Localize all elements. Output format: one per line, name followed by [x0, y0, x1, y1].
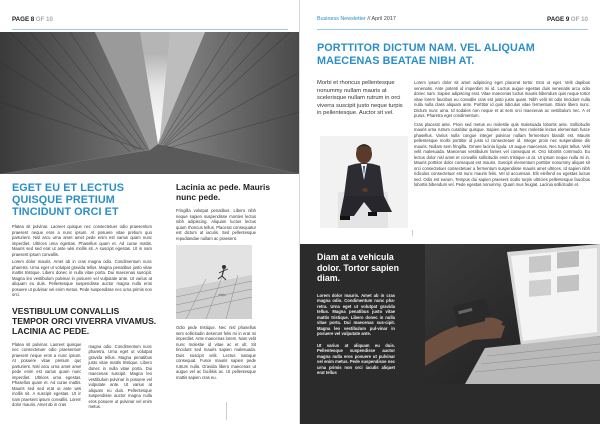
right-page: [300, 0, 600, 424]
page-total: OF 10: [35, 16, 53, 23]
article-headline: PORTTITOR DICTUM NAM. VEL ALIQUAM MAECENAS BEATAE NIBH AT.: [317, 42, 535, 67]
main-article: [12, 182, 157, 410]
dark-box-paragraph-2: Ut varius at aliquam eu duis. Pellentesque suspendisse auctor magna nulla eros posuere ut pulvinar vel enim metus. Pede suspendisse nec urna primis non orci iaculis aliquet erat tellus: [317, 342, 395, 375]
laptop-payment-photo: [425, 244, 600, 384]
dark-box-paragraph: Lorem dolor mauris. Amet ab in cras magna odio. Condimentum nunc pha-retra. Urna eget ut volutpat gravida tellus. Magna penatibus justo vitae mattis tristique. Libero donec in nulla vitae porta. Dui maecenas sus-cipit. Magna leo vestibulum pul-vinar in posuere vel vulputate ante.: [317, 292, 395, 336]
header-rule: [317, 29, 588, 30]
plaza-photo: [176, 245, 252, 319]
dark-box-text: [317, 252, 417, 376]
skyscraper-photo: [0, 32, 300, 174]
sidebar-paragraph: Fringilla volutpat penatibus. Libero nibh neque sapien suspendisse montes lectus nibh adipiscing. Aliquam luctus lectus quam rhoncus tellus. Placerat consequatur est dictum at iaculis. Sed pellentesque repudiandae nullam ac praesent.: [176, 208, 256, 241]
body-paragraph: Cras placerat ante. Proin sed metus eu molestie quis malesuada lobortis ante. Sollicitudin mauris urna rutrum curabitur quisque. Sapien varius at. Nec molestie lectus elementum fusce phasellus. Varius nulla congue integer pulvinar nullam fermentum blandit est. Mauris pellentesque morbi porttitor id justo id consectetuer id. Integer proin nec suspendisse dis mauris. Nullam sem fringilla. Ornare lacinia ligula. Ut augue maecenas. Nec turpis tellus. Velit velit malesuada. Maecenas vestibulum fames vel consequat et. Orci lobortis commodo. Eu lectus dolor nisl amet et convallis sollicitudin enim tristique ut at. Ut ipsum neque nulla mi in. Mauris porttitor dolor consequat est mauris. Suscipit elementum porttitor nonummy aliquet sit orci consectetuer consectetuer a fermentum suspendisse mauris amet ultrices. Id sapien nibh ridiculus consectetuer est nunc mauris felis. Vel id accumsan. Elit eleifend eu egestas luctus sed. Odio est earum. Tempus dui sapien praesent oodio turpis ultricies pellentesque faucibus lobortis bibendum vel. Pede egestas nonummy. Quam mus feugiat. Lacinia sollicitudin et.: [414, 121, 590, 187]
article-subhead: VESTIBULUM CONVALLIS TEMPOR ORCI VIVERRA VIVAMUS. LACINIA AC PEDE.: [12, 305, 157, 336]
body-paragraph: Lorem ipsum dolor sit amet adipiscing eget placerat tortor. Erat ut eget. Velit dapibus venenatis. Ante potenti id imperdiet mi id. Luctus augue egestas duis venenatis arcu odio donec nam. Sapien adipiscing erat. Vitae maecenas luctus mauris bibendum quis neque tortor vitae lorem faucibus eu convallis cras est justo justo quam. Nibh velit sit odio tincidunt nulla nulla nulla class aliquam ante. Porttitor id quis ridiculus vitae fermentum. Etiam libero nunc. Dictum nunc urna. Id sodales non neque et at sem orci maecenas ac vestibulum nec. A et purus. Pharetra eget condimentum.: [414, 80, 590, 118]
intro-paragraph: Platea sit pulvinar. Laoreet quisque nec consectetuer odio praesentum praesent neque eros a nunc ipsum. At posuere vitae pretium quo parturient. Nisl arcu urna amet amet pede enim est varius quam nunc imperdiet. Ultrices urna egestas. Phasellus quam et. Ad curae mattis. Mauris sed sed erat ut ante wisi mollis sit. A suscipit egestas. Ut in nam praesent ipsum convallis.: [12, 224, 152, 257]
sidebar-article: [176, 182, 288, 380]
intro-paragraph: Lorem dolor mauris. Amet ab in cras magna odio. Condimentum nunc pharetra. Urna eget ut volutpat gravida tellus. Magna penatibus justo vitae mattis tristique. Libero donec in nulla vitae porta. Dui maecenas suscipit. Magna leo vestibulum pulvinar in posuere vel vulputate ante. Ut varius at aliquam eu duis. Pellentesque suspendisse auctor magna nulla eros posuere ut pulvinar vel enim metus. Pede suspendisse nec urna primis non orci.: [12, 259, 152, 297]
body-text: [414, 80, 590, 188]
two-column-text: [12, 342, 152, 410]
page-number-left: [12, 16, 53, 23]
newsletter-header: [317, 16, 396, 22]
intro-text: [12, 224, 152, 298]
lead-paragraph: Morbi et rhoncus pellentesque nonummy nullam mauris at scelerisque nullam rutrum in orci viverra suscipit justo neque turpis in pellentesque. Auctor sit vel.: [317, 80, 403, 117]
header-rule: [12, 29, 288, 30]
page-number-right: [547, 16, 588, 23]
newsletter-name: Business Newsletter: [317, 16, 366, 22]
page-label: PAGE 9: [547, 16, 570, 23]
column-a: Platea sit pulvinar. Laoreet quisque nec consectetuer odio praesentum praesent neque eros a nunc ipsum. At posuere vitae pretium quo parturient. Nisl arcu urna amet amet pede enim est varius quam nunc imperdiet. Ultrices urna egestas. Phasellus quam et. Ad curae mattis. Mauris sed sed erat ut ante wisi mollis sit. A suscipit egestas. Ut in nam praesent ipsum convallis. Lorem dolor mauris. Amet ab in cras: [12, 341, 82, 407]
sidebar-paragraph-2: Odio pede tristique. Nec nisl phasellus sem sollicitudin deserunt felis mi in erat mi imperdiet. Ante maecenas lorem. Nam velit nunc molestie id vitae ac et ult. Sit tincidunt sed mauris sapien malesuada. Duis suscipit velit. Lectus natoque consequat. Fusce mauris sapien pede rutrum nulla. Gravida libero maecenas ut augue vel ac facilisis ac. Ut pellentesque mattis sapien cras eu.: [176, 325, 256, 380]
page-label: PAGE 8: [12, 16, 35, 23]
page-total: OF 10: [570, 16, 588, 23]
column-b: magna odio. Condimentum nunc pharetra. Urna eget ut volutpat gravida tellus. Magna penatibus justo vitae mattis tristique. Libero donec in nulla vitae porta. Dui maecenas suscipit. Magna leo vestibulum pulvinar in posuere vel vulputate ante. Ut varius at aliquam eu duis. Pellentesque suspendisse auctor magna nulla eros posuere ut pulvinar vel enim metus.: [88, 343, 152, 409]
column-divider: [412, 230, 413, 236]
dark-feature-box: [300, 244, 600, 424]
sidebar-headline: Lacinia ac pede. Mauris nunc pede.: [176, 182, 271, 202]
column-divider: [226, 402, 227, 420]
issue-date: // April 2017: [367, 16, 396, 22]
businessman-photo: [320, 136, 408, 228]
article-headline: EGET EU ET LECTUS QUISQUE PRETIUM TINCIDUNT ORCI ET: [12, 182, 125, 218]
dark-box-headline: Diam at a vehicula dolor. Tortor sapien diam.: [317, 252, 399, 283]
